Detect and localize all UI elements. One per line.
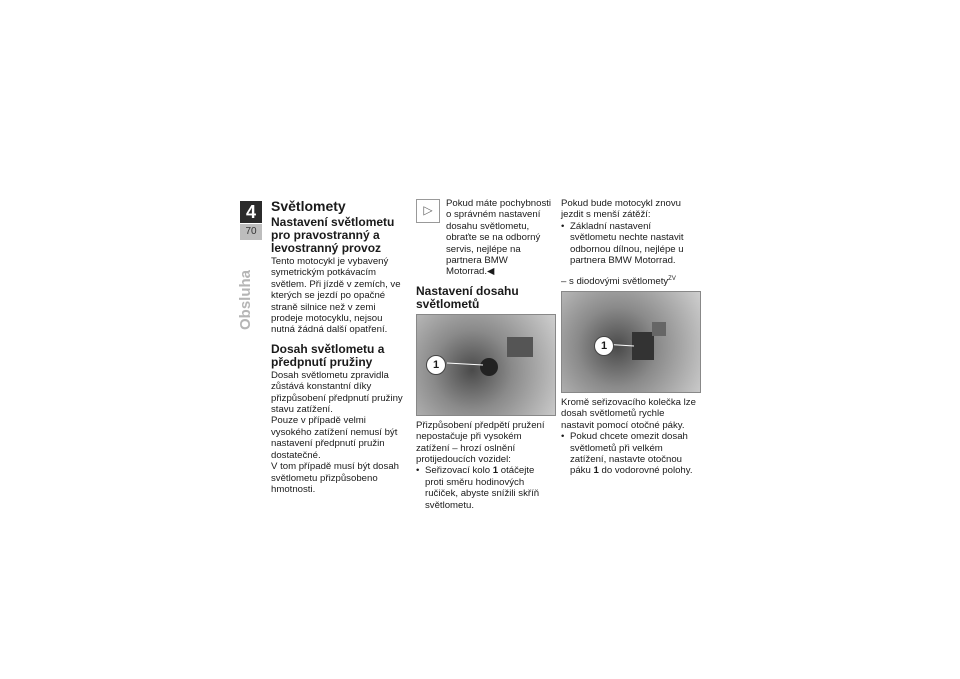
note-block — [416, 198, 554, 278]
paragraph-adjust: Přizpůsobení předpětí pružení nepostačuje při vysokém zatížení – hrozí oslnění protijedoucích vozidel: — [416, 419, 545, 466]
photo-led-lever — [561, 291, 701, 393]
heading-traffic-side: Nastavení světlometu pro pravostranný a levostranný provoz — [271, 215, 395, 255]
column-3 — [561, 198, 699, 477]
photo-adjust-wheel — [416, 314, 556, 416]
paragraph-traffic-side: Tento motocykl je vybavený symetrickým potkávacím světlem. Při jízdě v zemích, ve kterých se jezdí po opačné straně silnice než v zemi prodeje motocyklu, nejsou nutná žádná další opatření. — [271, 256, 401, 336]
list-basic — [561, 221, 699, 267]
paragraph-range-3: V tom případě musí být dosah světlometu přizpůsobeno hmotnosti. — [271, 461, 399, 495]
paragraph-led: Kromě seřizovacího kolečka lze dosah světlometů rychle nastavit pomocí otočné páky. — [561, 397, 696, 431]
list-adjust — [416, 465, 554, 511]
paragraph-light-load: Pokud bude motocykl znovu jezdit s menší zátěží: — [561, 198, 681, 221]
list-item: • Pokud chcete omezit dosah světlometů při velkém zatížení, nastavte otočnou páku 1 do vodorovné polohy. — [561, 431, 699, 477]
list-item: • Seřizovací kolo 1 otáčejte proti směru hodinových ručiček, abyste snížili skříň světlometu. — [416, 465, 554, 511]
chapter-title: Obsluha — [237, 269, 254, 330]
note-text: Pokud máte pochybnosti o správném nastavení dosahu světlometu, obraťte se na odborný servis, nejlépe na partnera BMW Motorrad.◀ — [446, 198, 552, 278]
heading-adjust-range: Nastavení dosahu světlometů — [416, 283, 519, 311]
photo-callout-1: 1 — [426, 355, 446, 375]
paragraph-range-2: Pouze v případě velmi vysokého zatížení nemusí být nastavení předpnutí pružin dostatečné. — [271, 415, 398, 461]
section-title: Světlomety — [271, 198, 346, 214]
paragraph-range-1: Dosah světlometu zpravidla zůstává konstantní díky přizpůsobení předpnutí pružiny stavu zatížení. — [271, 369, 403, 416]
led-variant-label: – s diodovými světlomety$^{ZV}$ — [561, 276, 676, 288]
note-arrow-icon: ▷ — [416, 199, 440, 223]
photo-callout-1: 1 — [594, 336, 614, 356]
chapter-number: 4 — [240, 201, 262, 223]
list-item: • Základní nastavení světlometu nechte nastavit odbornou dílnou, nejlépe u partnera BMW Motorrad. — [561, 221, 699, 267]
page-number: 70 — [240, 224, 262, 240]
photo-illustration — [562, 292, 700, 392]
column-2 — [416, 198, 554, 511]
column-1 — [271, 198, 407, 495]
heading-headlight-range: Dosah světlometu a předpnutí pružiny — [271, 341, 385, 369]
list-led — [561, 431, 699, 477]
